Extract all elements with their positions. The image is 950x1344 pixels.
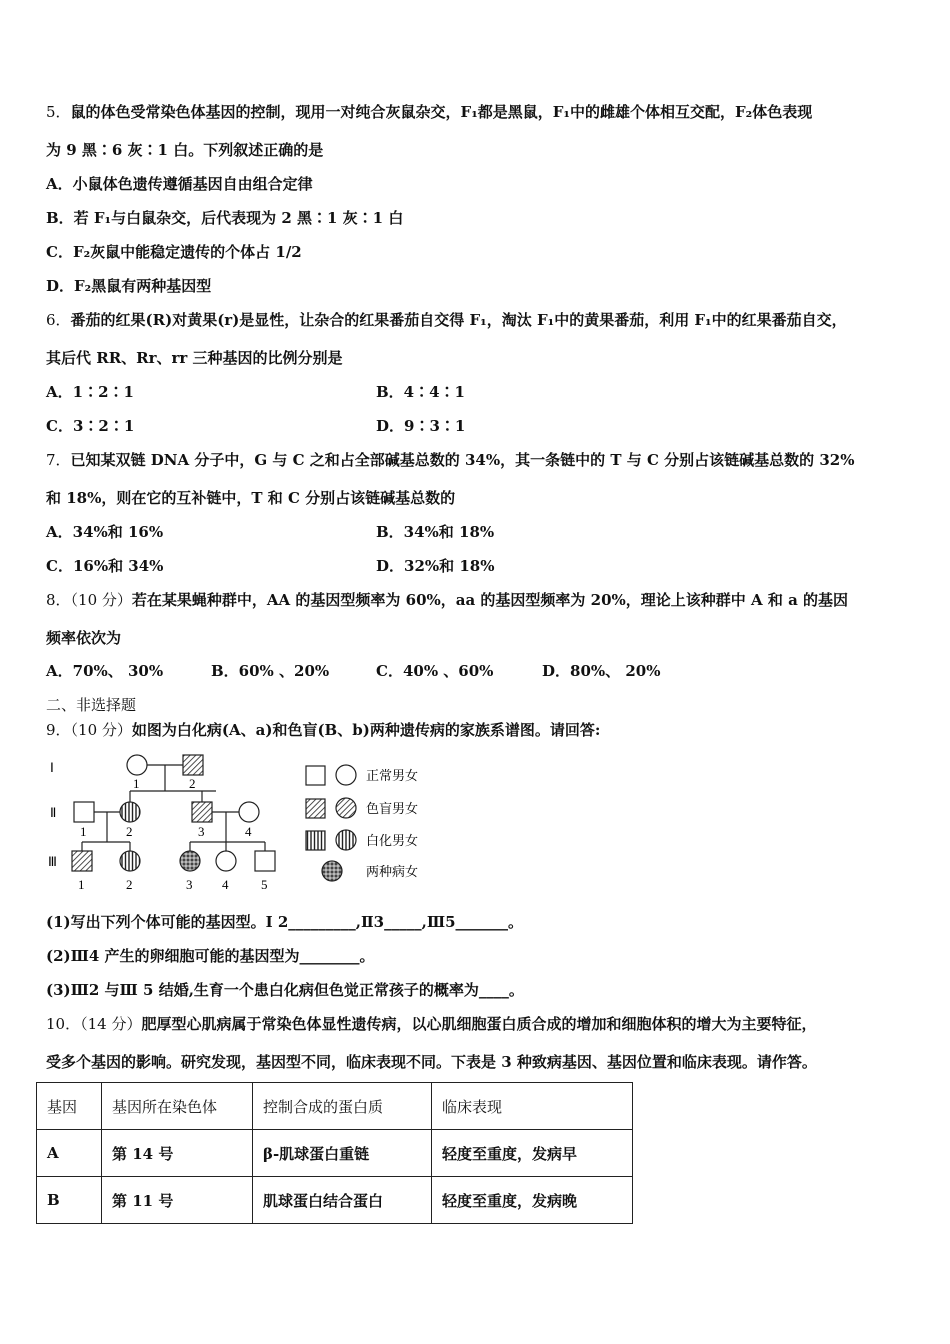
q5-stem-2: 为 9 黑∶6 灰∶1 白。下列叙述正确的是 [46, 141, 324, 159]
table-cell: A [37, 1130, 102, 1177]
q8-number: 8． [46, 591, 71, 609]
g3-num-3: 3 [186, 877, 193, 892]
q8-stem-2: 频率依次为 [46, 629, 122, 647]
g2-male-1 [74, 802, 94, 822]
legend-albino-female [336, 830, 356, 850]
g3-female-3 [180, 851, 200, 871]
q7-stem-1: 已知某双链 DNA 分子中，G 与 C 之和占全部碱基总数的 34%，其一条链中的 T 与 C 分别占该链碱基总数的 32% [70, 451, 855, 469]
q5-number: 5． [46, 103, 71, 121]
table-cell: 肌球蛋白结合蛋白 [253, 1177, 432, 1224]
table-cell: 第 11 号 [102, 1177, 253, 1224]
g1-male-2 [183, 755, 203, 775]
legend-colorblind-female [336, 798, 356, 818]
q10-stem-2: 受多个基因的影响。研究发现，基因型不同，临床表现不同。下表是 3 种致病基因、基因位置和临床表现。请作答。 [46, 1053, 817, 1071]
table-header-cell: 控制合成的蛋白质 [253, 1083, 432, 1130]
g2-female-2 [120, 802, 140, 822]
q5-option-b: B．若 F₁与白鼠杂交，后代表现为 2 黑∶1 灰∶1 白 [46, 209, 404, 227]
q8-option-d: D．80%、 20% [542, 662, 661, 680]
g1-num-1: 1 [133, 776, 140, 791]
table-cell: B [37, 1177, 102, 1224]
g3-num-2: 2 [126, 877, 133, 892]
q6-stem-1: 番茄的红果(R)对黄果(r)是显性，让杂合的红果番茄自交得 F₁，淘汰 F₁中的黄果番茄，利用 F₁中的红果番茄自交， [70, 311, 847, 329]
g2-num-1: 1 [80, 824, 87, 839]
q9-part-1: (1)写出下列个体可能的基因型。Ⅰ 2_________,Ⅱ3_____,Ⅲ5_______。 [46, 913, 524, 931]
gen-label-3: Ⅲ [48, 854, 57, 869]
table-row [37, 1130, 633, 1177]
legend-normal-male [306, 766, 325, 785]
gene-table [36, 1082, 633, 1224]
legend-colorblind-male [306, 799, 325, 818]
g3-num-1: 1 [78, 877, 85, 892]
gen-label-2: Ⅱ [50, 805, 57, 820]
q9-part-3: (3)Ⅲ2 与Ⅲ 5 结婚,生育一个患白化病但色觉正常孩子的概率为____。 [46, 981, 524, 999]
g3-male-1 [72, 851, 92, 871]
q6-stem-2: 其后代 RR、Rr、rr 三种基因的比例分别是 [46, 349, 343, 367]
q9-line1 [46, 720, 600, 740]
g1-female-1 [127, 755, 147, 775]
g1-num-2: 2 [189, 776, 196, 791]
q7-line1 [46, 450, 854, 470]
table-row [37, 1177, 633, 1224]
q8-option-c: C．40% 、60% [376, 662, 494, 680]
q5-stem-1: 鼠的体色受常染色体基因的控制，现用一对纯合灰鼠杂交，F₁都是黑鼠，F₁中的雌雄个体相互交配，F₂体色表现 [70, 103, 813, 121]
q8-option-a: A．70%、 30% [46, 662, 164, 680]
q6-option-d: D．9∶3∶1 [376, 417, 466, 435]
table-header-cell: 临床表现 [432, 1083, 633, 1130]
q6-number: 6． [46, 311, 71, 329]
section-title: 二、非选择题 [46, 696, 137, 714]
legend-albino-male [306, 831, 325, 850]
q8-stem-1: 若在某果蝇种群中，AA 的基因型频率为 60%，aa 的基因型频率为 20%，理论上该种群中 A 和 a 的基因 [131, 591, 849, 609]
q10-score: （14 分） [80, 1015, 142, 1033]
q9-score: （10 分） [70, 721, 132, 739]
q8-option-b: B．60% 、20% [211, 662, 330, 680]
q6-line1 [46, 310, 847, 330]
g2-num-4: 4 [245, 824, 252, 839]
q7-number: 7． [46, 451, 71, 469]
q5-option-c: C．F₂灰鼠中能稳定遗传的个体占 1/2 [46, 243, 302, 261]
q10-line1 [46, 1014, 816, 1034]
g3-num-4: 4 [222, 877, 229, 892]
q7-option-b: B．34%和 18% [376, 523, 495, 541]
q9-part-2: (2)Ⅲ4 产生的卵细胞可能的基因型为________。 [46, 947, 375, 965]
g2-num-3: 3 [198, 824, 205, 839]
q8-line1 [46, 590, 848, 610]
table-header-cell: 基因所在染色体 [102, 1083, 253, 1130]
table-cell: β-肌球蛋白重链 [253, 1130, 432, 1177]
g3-num-5: 5 [261, 877, 268, 892]
g2-male-3 [192, 802, 212, 822]
q7-option-d: D．32%和 18% [376, 557, 495, 575]
table-cell: 轻度至重度，发病早 [432, 1130, 633, 1177]
q9-number: 9． [46, 721, 71, 739]
q6-option-c: C．3∶2∶1 [46, 417, 135, 435]
g2-num-2: 2 [126, 824, 133, 839]
g2-female-4 [239, 802, 259, 822]
legend-label-normal: 正常男女 [366, 768, 419, 783]
gen-label-1: Ⅰ [50, 760, 54, 775]
q9-stem: 如图为白化病(A、a)和色盲(B、b)两种遗传病的家族系谱图。请回答: [131, 721, 601, 739]
q8-score: （10 分） [70, 591, 132, 609]
table-header-row [37, 1083, 633, 1130]
q6-option-a: A．1∶2∶1 [46, 383, 134, 401]
table-header-cell: 基因 [37, 1083, 102, 1130]
table-cell: 第 14 号 [102, 1130, 253, 1177]
g3-female-2 [120, 851, 140, 871]
legend-normal-female [336, 765, 356, 785]
q7-stem-2: 和 18%，则在它的互补链中，T 和 C 分别占该链碱基总数的 [46, 489, 456, 507]
q10-number: 10． [46, 1015, 81, 1033]
q7-option-a: A．34%和 16% [46, 523, 164, 541]
legend-both-female [322, 861, 342, 881]
g3-female-4 [216, 851, 236, 871]
q6-option-b: B．4∶4∶1 [376, 383, 465, 401]
pedigree-chart [44, 748, 444, 894]
legend-label-colorblind: 色盲男女 [366, 801, 419, 816]
legend-label-both: 两种病女 [366, 864, 419, 879]
g3-male-5 [255, 851, 275, 871]
q5-option-a: A．小鼠体色遗传遵循基因自由组合定律 [46, 175, 313, 193]
legend-label-albino: 白化男女 [366, 833, 419, 848]
q7-option-c: C．16%和 34% [46, 557, 164, 575]
q5-line1 [46, 102, 812, 122]
q10-stem-1: 肥厚型心肌病属于常染色体显性遗传病，以心肌细胞蛋白质合成的增加和细胞体积的增大为主要特征， [141, 1015, 817, 1033]
q5-option-d: D．F₂黑鼠有两种基因型 [46, 277, 212, 295]
table-cell: 轻度至重度，发病晚 [432, 1177, 633, 1224]
